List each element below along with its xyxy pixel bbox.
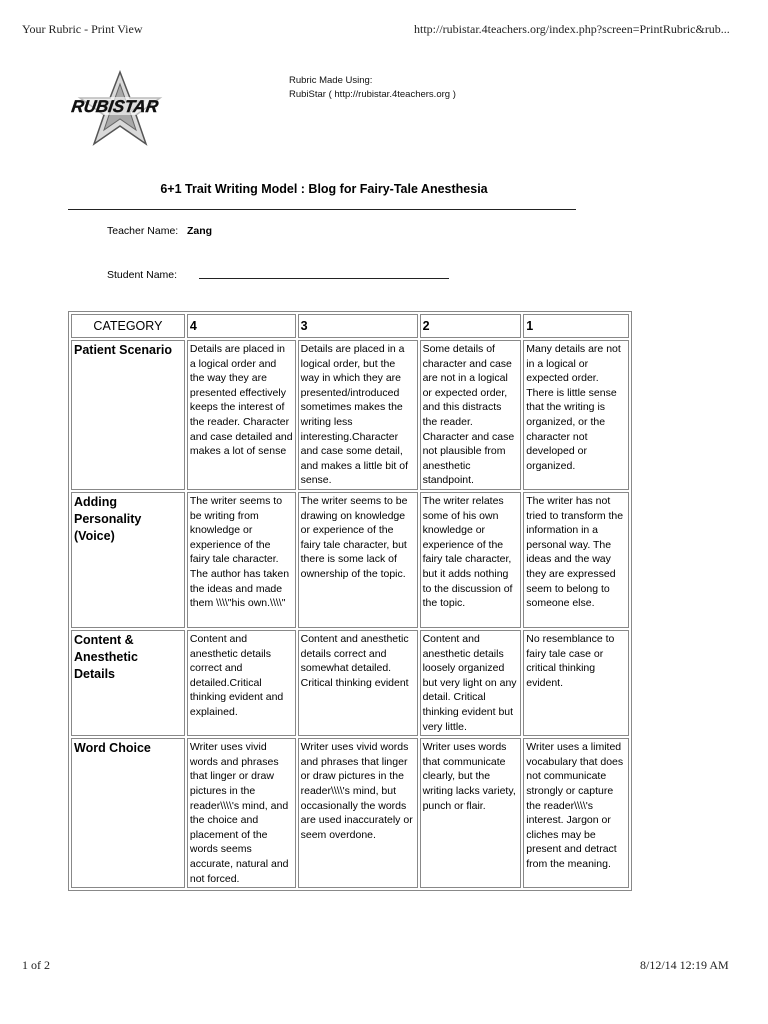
teacher-name-label: Teacher Name: <box>107 225 179 237</box>
table-row <box>71 630 629 736</box>
header-category: CATEGORY <box>71 314 185 338</box>
title-divider <box>68 209 576 210</box>
row-cell-1: Writer uses a limited vocabulary that does not communicate strongly or capture the reader\\\\'s interest. Jargon or cliches may be present and detract from the meaning. <box>523 738 629 888</box>
table-row <box>71 738 629 888</box>
row-cell-4: Content and anesthetic details correct and detailed.Critical thinking evident and explained. <box>187 630 296 736</box>
rubric-header-row <box>71 314 629 338</box>
row-cell-2: Some details of character and case are not in a logical or expected order, and this distracts the reader. Character and case not plausible from anesthetic standpoint. <box>420 340 522 490</box>
table-row <box>71 492 629 628</box>
row-category: Word Choice <box>71 738 185 888</box>
print-header-url: http://rubistar.4teachers.org/index.php?screen=PrintRubric&rub... <box>414 22 730 36</box>
teacher-name-value: Zang <box>187 225 213 237</box>
print-header-title: Your Rubric - Print View <box>22 22 143 36</box>
rubistar-logo <box>70 70 170 150</box>
row-category: Content & Anesthetic Details <box>71 630 185 736</box>
print-footer-date: 8/12/14 12:19 AM <box>640 958 729 972</box>
row-category: Adding Personality (Voice) <box>71 492 185 628</box>
row-cell-3: Content and anesthetic details correct and somewhat detailed. Critical thinking evident <box>298 630 418 736</box>
row-cell-4: Details are placed in a logical order and the way they are presented effectively keeps the interest of the reader. Character and case detailed and makes a lot of sense <box>187 340 296 490</box>
row-category: Patient Scenario <box>71 340 185 490</box>
page-title: 6+1 Trait Writing Model : Blog for Fairy-Tale Anesthesia <box>160 182 488 196</box>
row-cell-4: The writer seems to be writing from knowledge or experience of the fairy tale character. The author has taken the ideas and made them \\\\"his own.\\\\" <box>187 492 296 628</box>
row-cell-3: The writer seems to be drawing on knowledge or experience of the fairy tale character, but there is some lack of ownership of the topic. <box>298 492 418 628</box>
row-cell-3: Writer uses vivid words and phrases that linger or draw pictures in the reader\\\\'s mind, but occasionally the words are used inaccurately or seem overdone. <box>298 738 418 888</box>
star-logo-icon <box>70 70 170 150</box>
logo-text: RUBISTAR <box>70 97 160 116</box>
table-row <box>71 340 629 490</box>
row-cell-4: Writer uses vivid words and phrases that linger or draw pictures in the reader\\\\'s mind, and the choice and placement of the words seems accurate, natural and not forced. <box>187 738 296 888</box>
made-using-link: RubiStar ( http://rubistar.4teachers.org ) <box>289 89 456 100</box>
student-name-label: Student Name: <box>107 269 178 281</box>
made-using-label: Rubric Made Using: <box>289 75 373 86</box>
row-cell-3: Details are placed in a logical order, but the way in which they are presented/introduced sometimes makes the writing less interesting.Character and case some detail, and makes a little bit of sense. <box>298 340 418 490</box>
row-cell-1: No resemblance to fairy tale case or critical thinking evident. <box>523 630 629 736</box>
made-using-block <box>289 74 456 102</box>
header-score-3: 3 <box>298 314 418 338</box>
header-score-4: 4 <box>187 314 296 338</box>
row-cell-2: Content and anesthetic details loosely organized but very light on any detail. Critical thinking evident but very little. <box>420 630 522 736</box>
rubric-table <box>68 311 632 891</box>
row-cell-1: Many details are not in a logical or expected order. There is little sense that the writing is organized, or the character not developed or organized. <box>523 340 629 490</box>
print-footer-page: 1 of 2 <box>22 958 50 972</box>
header-score-1: 1 <box>523 314 629 338</box>
student-name-blank <box>199 266 449 279</box>
row-cell-1: The writer has not tried to transform the information in a personal way. The ideas and the way they are expressed seem to belong to someone else. <box>523 492 629 628</box>
row-cell-2: Writer uses words that communicate clearly, but the writing lacks variety, punch or flair. <box>420 738 522 888</box>
header-score-2: 2 <box>420 314 522 338</box>
row-cell-2: The writer relates some of his own knowledge or experience of the fairy tale character, but it adds nothing to the discussion of the topic. <box>420 492 522 628</box>
